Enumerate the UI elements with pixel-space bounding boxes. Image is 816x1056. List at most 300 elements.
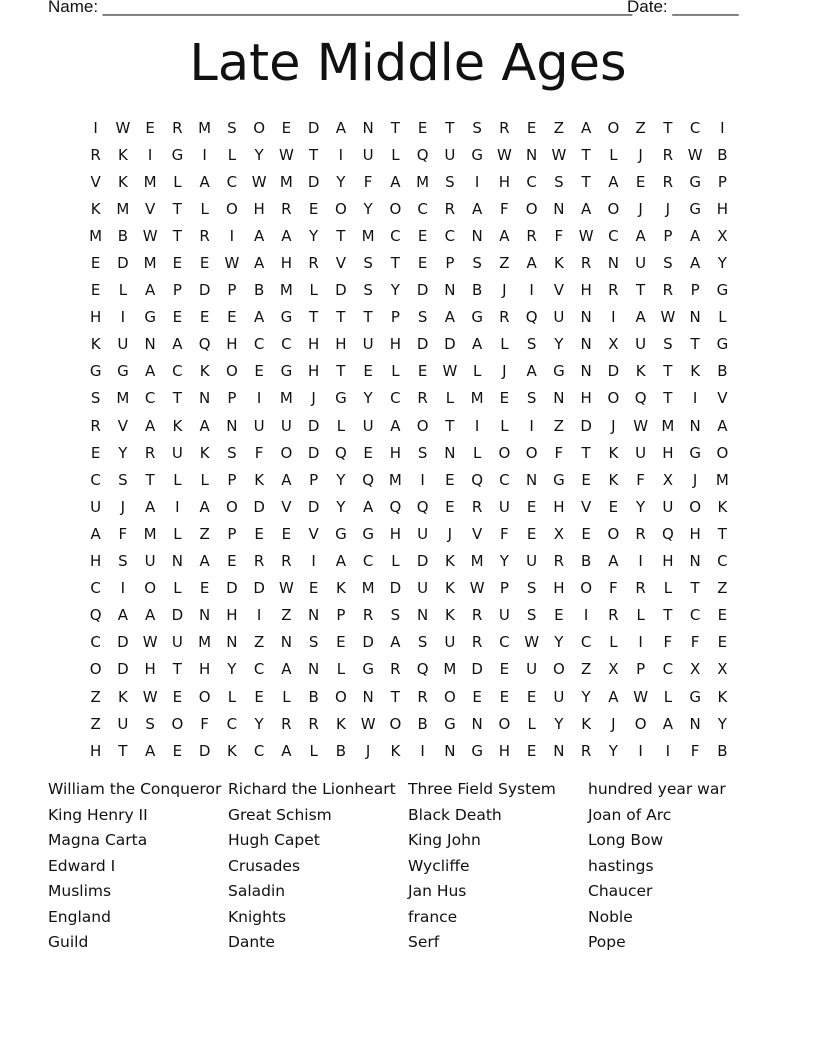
grid-letter: Y bbox=[336, 470, 346, 489]
grid-letter: B bbox=[253, 281, 265, 300]
grid-letter: P bbox=[663, 226, 673, 245]
grid-letter: Y bbox=[636, 497, 646, 516]
grid-letter: H bbox=[662, 443, 674, 462]
grid-letter: I bbox=[638, 552, 643, 571]
grid-letter: D bbox=[362, 633, 374, 652]
grid-letter: S bbox=[363, 281, 373, 300]
grid-letter: O bbox=[552, 660, 565, 679]
word-list-item: King John bbox=[408, 831, 481, 849]
grid-letter: A bbox=[717, 416, 728, 435]
grid-letter: A bbox=[199, 416, 210, 435]
grid-letter: E bbox=[363, 443, 373, 462]
grid-letter: F bbox=[363, 172, 373, 191]
grid-letter: X bbox=[717, 226, 728, 245]
grid-letter: O bbox=[689, 497, 702, 516]
grid-letter: Y bbox=[363, 389, 373, 408]
grid-letter: R bbox=[499, 308, 510, 327]
grid-letter: L bbox=[282, 687, 291, 706]
grid-letter: N bbox=[226, 416, 238, 435]
grid-letter: G bbox=[89, 362, 102, 381]
grid-letter: R bbox=[526, 226, 537, 245]
grid-letter: N bbox=[689, 416, 701, 435]
grid-letter: E bbox=[172, 254, 183, 273]
grid-letter: T bbox=[663, 389, 673, 408]
grid-letter: I bbox=[175, 497, 180, 516]
word-list-item: hastings bbox=[588, 856, 654, 875]
grid-letter: E bbox=[445, 470, 455, 489]
grid-letter: H bbox=[335, 335, 347, 354]
grid-letter: Y bbox=[608, 741, 618, 760]
grid-letter: H bbox=[498, 172, 511, 191]
grid-letter: C bbox=[417, 199, 428, 218]
grid-letter: K bbox=[444, 579, 455, 598]
grid-letter: R bbox=[662, 145, 674, 164]
grid-letter: R bbox=[662, 172, 674, 191]
grid-letter: E bbox=[717, 633, 728, 652]
grid-letter: Q bbox=[334, 443, 347, 462]
grid-letter: X bbox=[608, 660, 619, 679]
grid-letter: S bbox=[526, 606, 537, 625]
grid-letter: P bbox=[172, 281, 182, 300]
grid-letter: D bbox=[253, 497, 265, 516]
grid-letter: T bbox=[336, 308, 346, 327]
grid-letter: O bbox=[253, 118, 266, 137]
grid-letter: H bbox=[144, 660, 156, 679]
grid-letter: L bbox=[472, 362, 482, 381]
grid-letter: L bbox=[527, 714, 536, 733]
grid-letter: L bbox=[391, 362, 400, 381]
grid-letter: N bbox=[362, 118, 374, 137]
grid-letter: J bbox=[447, 524, 453, 543]
grid-letter: R bbox=[281, 199, 292, 218]
grid-letter: A bbox=[281, 660, 292, 679]
grid-letter: U bbox=[90, 497, 102, 516]
grid-letter: P bbox=[636, 660, 646, 679]
grid-letter: L bbox=[200, 199, 209, 218]
grid-letter: A bbox=[117, 606, 128, 625]
grid-letter: A bbox=[172, 335, 183, 354]
grid-letter: N bbox=[471, 226, 483, 245]
grid-letter: X bbox=[662, 470, 674, 489]
grid-letter: K bbox=[635, 362, 646, 381]
grid-letter: K bbox=[254, 470, 265, 489]
grid-letter: C bbox=[226, 714, 238, 733]
grid-letter: A bbox=[608, 552, 619, 571]
grid-letter: J bbox=[611, 416, 616, 435]
grid-letter: F bbox=[663, 633, 673, 652]
grid-letter: C bbox=[444, 226, 456, 245]
grid-letter: Z bbox=[253, 633, 265, 652]
grid-letter: T bbox=[663, 118, 673, 137]
grid-letter: W bbox=[142, 687, 158, 706]
grid-letter: V bbox=[717, 389, 728, 408]
word-list-item: hundred year war bbox=[588, 780, 726, 798]
grid-letter: I bbox=[638, 633, 643, 652]
grid-letter: E bbox=[581, 470, 591, 489]
word-list-item: Guild bbox=[48, 933, 89, 951]
grid-letter: A bbox=[662, 714, 673, 733]
grid-letter: V bbox=[335, 254, 346, 273]
grid-letter: Y bbox=[581, 687, 591, 706]
grid-letter: N bbox=[607, 254, 619, 273]
grid-letter: E bbox=[526, 687, 537, 706]
grid-letter: X bbox=[553, 524, 565, 543]
grid-letter: L bbox=[636, 606, 645, 625]
grid-letter: R bbox=[444, 199, 456, 218]
grid-letter: E bbox=[717, 606, 728, 625]
grid-letter: U bbox=[553, 308, 565, 327]
grid-letter: G bbox=[716, 335, 729, 354]
grid-letter: C bbox=[253, 741, 265, 760]
grid-letter: K bbox=[335, 579, 346, 598]
grid-letter: J bbox=[665, 199, 671, 218]
grid-letter: E bbox=[581, 524, 591, 543]
grid-letter: E bbox=[417, 118, 428, 137]
grid-letter: A bbox=[144, 606, 156, 625]
grid-letter: V bbox=[144, 199, 156, 218]
grid-letter: N bbox=[199, 606, 211, 625]
grid-letter: U bbox=[526, 660, 538, 679]
grid-letter: S bbox=[227, 118, 237, 137]
grid-letter: A bbox=[471, 335, 483, 354]
grid-letter: N bbox=[553, 389, 565, 408]
grid-letter: L bbox=[609, 633, 618, 652]
grid-letter: F bbox=[690, 633, 700, 652]
grid-letter: I bbox=[474, 416, 480, 435]
grid-letter: V bbox=[580, 497, 592, 516]
grid-letter: J bbox=[611, 714, 616, 733]
grid-letter: K bbox=[690, 362, 701, 381]
grid-letter: U bbox=[498, 497, 510, 516]
grid-letter: T bbox=[717, 524, 727, 543]
grid-letter: Q bbox=[471, 470, 484, 489]
grid-letter: P bbox=[227, 281, 237, 300]
word-list-item: Wycliffe bbox=[408, 856, 470, 875]
grid-letter: D bbox=[471, 660, 483, 679]
grid-letter: K bbox=[581, 714, 592, 733]
grid-letter: S bbox=[526, 335, 537, 354]
grid-letter: N bbox=[526, 145, 538, 164]
grid-letter: I bbox=[338, 145, 344, 164]
grid-letter: B bbox=[308, 687, 319, 706]
grid-letter: E bbox=[526, 118, 537, 137]
grid-letter: S bbox=[417, 443, 428, 462]
grid-letter: I bbox=[638, 741, 643, 760]
grid-letter: I bbox=[420, 470, 425, 489]
word-list-item: Hugh Capet bbox=[228, 831, 320, 849]
grid-letter: U bbox=[526, 552, 538, 571]
grid-letter: Y bbox=[390, 281, 400, 300]
grid-letter: I bbox=[93, 118, 98, 137]
grid-letter: K bbox=[444, 606, 455, 625]
grid-letter: K bbox=[717, 687, 728, 706]
grid-letter: C bbox=[499, 633, 510, 652]
grid-letter: T bbox=[690, 579, 700, 598]
grid-letter: L bbox=[500, 416, 509, 435]
grid-letter: W bbox=[687, 145, 703, 164]
grid-letter: A bbox=[144, 497, 156, 516]
grid-letter: D bbox=[253, 579, 265, 598]
grid-letter: Y bbox=[499, 552, 509, 571]
grid-letter: B bbox=[717, 362, 728, 381]
grid-letter: D bbox=[335, 281, 347, 300]
grid-letter: H bbox=[553, 579, 565, 598]
grid-letter: G bbox=[689, 199, 701, 218]
grid-letter: V bbox=[308, 524, 319, 543]
grid-letter: Y bbox=[227, 660, 237, 679]
word-list-item: Serf bbox=[408, 933, 440, 951]
grid-letter: T bbox=[390, 118, 400, 137]
grid-letter: S bbox=[526, 389, 537, 408]
grid-letter: R bbox=[362, 606, 374, 625]
grid-letter: K bbox=[172, 416, 183, 435]
grid-letter: N bbox=[308, 660, 320, 679]
grid-letter: W bbox=[360, 714, 376, 733]
grid-letter: G bbox=[144, 308, 156, 327]
grid-letter: I bbox=[474, 172, 480, 191]
grid-letter: W bbox=[224, 254, 240, 273]
grid-letter: E bbox=[281, 118, 292, 137]
grid-letter: N bbox=[226, 633, 238, 652]
grid-letter: A bbox=[580, 199, 592, 218]
grid-letter: N bbox=[417, 606, 429, 625]
grid-letter: H bbox=[389, 443, 402, 462]
grid-letter: G bbox=[362, 660, 374, 679]
grid-letter: T bbox=[445, 416, 455, 435]
grid-letter: N bbox=[362, 687, 374, 706]
grid-letter: V bbox=[471, 524, 483, 543]
grid-letter: P bbox=[717, 172, 727, 191]
grid-letter: E bbox=[336, 633, 346, 652]
grid-letter: M bbox=[361, 226, 375, 245]
grid-letter: O bbox=[443, 687, 456, 706]
grid-letter: I bbox=[311, 552, 316, 571]
grid-letter: U bbox=[144, 552, 156, 571]
grid-letter: E bbox=[526, 524, 537, 543]
grid-letter: C bbox=[90, 579, 101, 598]
grid-letter: T bbox=[581, 145, 591, 164]
grid-letter: F bbox=[554, 443, 564, 462]
grid-letter: P bbox=[499, 579, 509, 598]
grid-letter: E bbox=[608, 497, 619, 516]
header bbox=[48, 0, 768, 19]
grid-letter: T bbox=[445, 118, 455, 137]
grid-letter: W bbox=[115, 118, 131, 137]
grid-letter: N bbox=[553, 741, 565, 760]
grid-letter: W bbox=[142, 633, 158, 652]
grid-letter: N bbox=[689, 308, 701, 327]
grid-letter: F bbox=[554, 226, 564, 245]
grid-letter: O bbox=[498, 443, 511, 462]
grid-letter: N bbox=[444, 281, 456, 300]
grid-letter: T bbox=[336, 226, 346, 245]
grid-letter: C bbox=[689, 118, 701, 137]
grid-letter: C bbox=[362, 552, 374, 571]
grid-letter: L bbox=[118, 281, 128, 300]
word-search-grid bbox=[82, 114, 736, 764]
grid-letter: D bbox=[416, 335, 429, 354]
grid-letter: T bbox=[309, 308, 319, 327]
grid-letter: P bbox=[227, 389, 237, 408]
grid-letter: D bbox=[607, 362, 620, 381]
grid-letter: O bbox=[498, 714, 511, 733]
grid-letter: E bbox=[172, 308, 183, 327]
grid-letter: U bbox=[417, 579, 429, 598]
grid-letter: U bbox=[362, 335, 374, 354]
grid-letter: M bbox=[361, 579, 375, 598]
grid-letter: A bbox=[608, 687, 619, 706]
grid-letter: P bbox=[390, 308, 400, 327]
grid-letter: A bbox=[335, 552, 346, 571]
grid-letter: Z bbox=[717, 579, 728, 598]
grid-letter: O bbox=[389, 714, 402, 733]
grid-letter: R bbox=[580, 254, 592, 273]
grid-letter: T bbox=[309, 145, 319, 164]
grid-letter: D bbox=[307, 497, 320, 516]
word-list-item: England bbox=[48, 907, 111, 926]
grid-letter: H bbox=[226, 606, 238, 625]
date-field-label[interactable]: Date: _______ bbox=[627, 0, 739, 16]
grid-letter: O bbox=[171, 714, 184, 733]
grid-letter: S bbox=[417, 308, 428, 327]
grid-letter: H bbox=[389, 524, 402, 543]
grid-letter: Q bbox=[362, 470, 375, 489]
grid-letter: N bbox=[526, 470, 538, 489]
grid-letter: D bbox=[226, 579, 238, 598]
grid-letter: N bbox=[444, 741, 456, 760]
grid-letter: C bbox=[226, 172, 238, 191]
grid-letter: N bbox=[580, 308, 592, 327]
word-list-item: Great Schism bbox=[228, 805, 332, 824]
grid-letter: U bbox=[362, 416, 374, 435]
grid-letter: L bbox=[336, 660, 346, 679]
grid-letter: Z bbox=[90, 687, 101, 706]
grid-letter: P bbox=[336, 606, 346, 625]
grid-letter: H bbox=[198, 660, 211, 679]
grid-letter: T bbox=[172, 199, 182, 218]
grid-letter: L bbox=[309, 741, 318, 760]
grid-letter: T bbox=[336, 362, 346, 381]
word-list-item: Edward I bbox=[48, 856, 116, 875]
word-list-item: Black Death bbox=[408, 805, 502, 824]
grid-letter: Y bbox=[309, 226, 319, 245]
grid-letter: C bbox=[253, 335, 265, 354]
grid-letter: H bbox=[553, 497, 565, 516]
grid-letter: Q bbox=[416, 660, 429, 679]
grid-letter: W bbox=[633, 416, 649, 435]
grid-letter: B bbox=[335, 741, 347, 760]
grid-letter: R bbox=[253, 552, 265, 571]
grid-letter: F bbox=[254, 443, 264, 462]
word-list-item: Chaucer bbox=[588, 882, 653, 900]
grid-letter: T bbox=[145, 470, 155, 489]
grid-letter: T bbox=[690, 335, 700, 354]
word-list-item: William the Conqueror bbox=[48, 780, 222, 798]
grid-letter: H bbox=[498, 741, 511, 760]
grid-letter: E bbox=[526, 497, 537, 516]
grid-letter: B bbox=[417, 714, 428, 733]
grid-letter: J bbox=[502, 281, 507, 300]
grid-letter: F bbox=[500, 524, 509, 543]
grid-letter: W bbox=[496, 145, 512, 164]
grid-letter: U bbox=[635, 443, 647, 462]
grid-letter: P bbox=[227, 470, 237, 489]
grid-letter: H bbox=[307, 335, 320, 354]
grid-letter: A bbox=[144, 416, 156, 435]
grid-letter: C bbox=[90, 633, 101, 652]
grid-letter: I bbox=[420, 741, 425, 760]
grid-letter: O bbox=[89, 660, 102, 679]
grid-letter: W bbox=[633, 687, 649, 706]
grid-letter: T bbox=[390, 254, 400, 273]
grid-letter: R bbox=[172, 118, 183, 137]
grid-letter: Y bbox=[717, 714, 727, 733]
grid-letter: M bbox=[416, 172, 430, 191]
name-field-label[interactable]: Name: ________________________________________________________ bbox=[48, 0, 633, 16]
grid-letter: H bbox=[89, 308, 102, 327]
grid-letter: M bbox=[715, 470, 729, 489]
grid-letter: V bbox=[281, 497, 292, 516]
grid-letter: Y bbox=[554, 335, 564, 354]
grid-letter: B bbox=[717, 741, 728, 760]
grid-letter: I bbox=[147, 145, 153, 164]
grid-letter: T bbox=[581, 172, 591, 191]
grid-letter: H bbox=[716, 199, 729, 218]
grid-letter: A bbox=[199, 552, 210, 571]
grid-letter: D bbox=[444, 335, 456, 354]
grid-letter: Z bbox=[553, 416, 565, 435]
grid-letter: O bbox=[334, 199, 347, 218]
grid-letter: P bbox=[227, 524, 237, 543]
grid-letter: O bbox=[334, 687, 347, 706]
grid-letter: K bbox=[390, 741, 401, 760]
grid-letter: N bbox=[580, 362, 592, 381]
grid-letter: K bbox=[199, 362, 210, 381]
grid-letter: K bbox=[90, 199, 101, 218]
grid-letter: H bbox=[253, 199, 265, 218]
grid-letter: J bbox=[692, 470, 698, 489]
grid-letter: U bbox=[662, 497, 674, 516]
grid-letter: A bbox=[635, 308, 646, 327]
grid-letter: Y bbox=[254, 145, 264, 164]
grid-letter: E bbox=[499, 687, 510, 706]
grid-letter: C bbox=[390, 226, 401, 245]
grid-letter: I bbox=[529, 416, 534, 435]
grid-letter: O bbox=[198, 687, 211, 706]
grid-letter: K bbox=[608, 443, 619, 462]
grid-letter: D bbox=[117, 254, 129, 273]
word-list-item: Magna Carta bbox=[48, 831, 148, 849]
grid-letter: A bbox=[499, 226, 510, 245]
grid-letter: X bbox=[608, 335, 619, 354]
grid-letter: E bbox=[417, 362, 428, 381]
grid-letter: I bbox=[256, 389, 262, 408]
grid-letter: U bbox=[171, 443, 183, 462]
grid-letter: R bbox=[390, 660, 401, 679]
grid-letter: I bbox=[202, 145, 207, 164]
grid-letter: I bbox=[611, 308, 616, 327]
grid-letter: T bbox=[172, 389, 182, 408]
grid-letter: M bbox=[661, 416, 675, 435]
grid-letter: L bbox=[227, 687, 237, 706]
grid-letter: L bbox=[173, 470, 182, 489]
grid-letter: O bbox=[144, 579, 157, 598]
grid-letter: K bbox=[199, 443, 210, 462]
word-list-item: france bbox=[408, 907, 458, 926]
grid-letter: M bbox=[388, 470, 402, 489]
grid-letter: U bbox=[553, 687, 565, 706]
grid-letter: D bbox=[307, 443, 320, 462]
